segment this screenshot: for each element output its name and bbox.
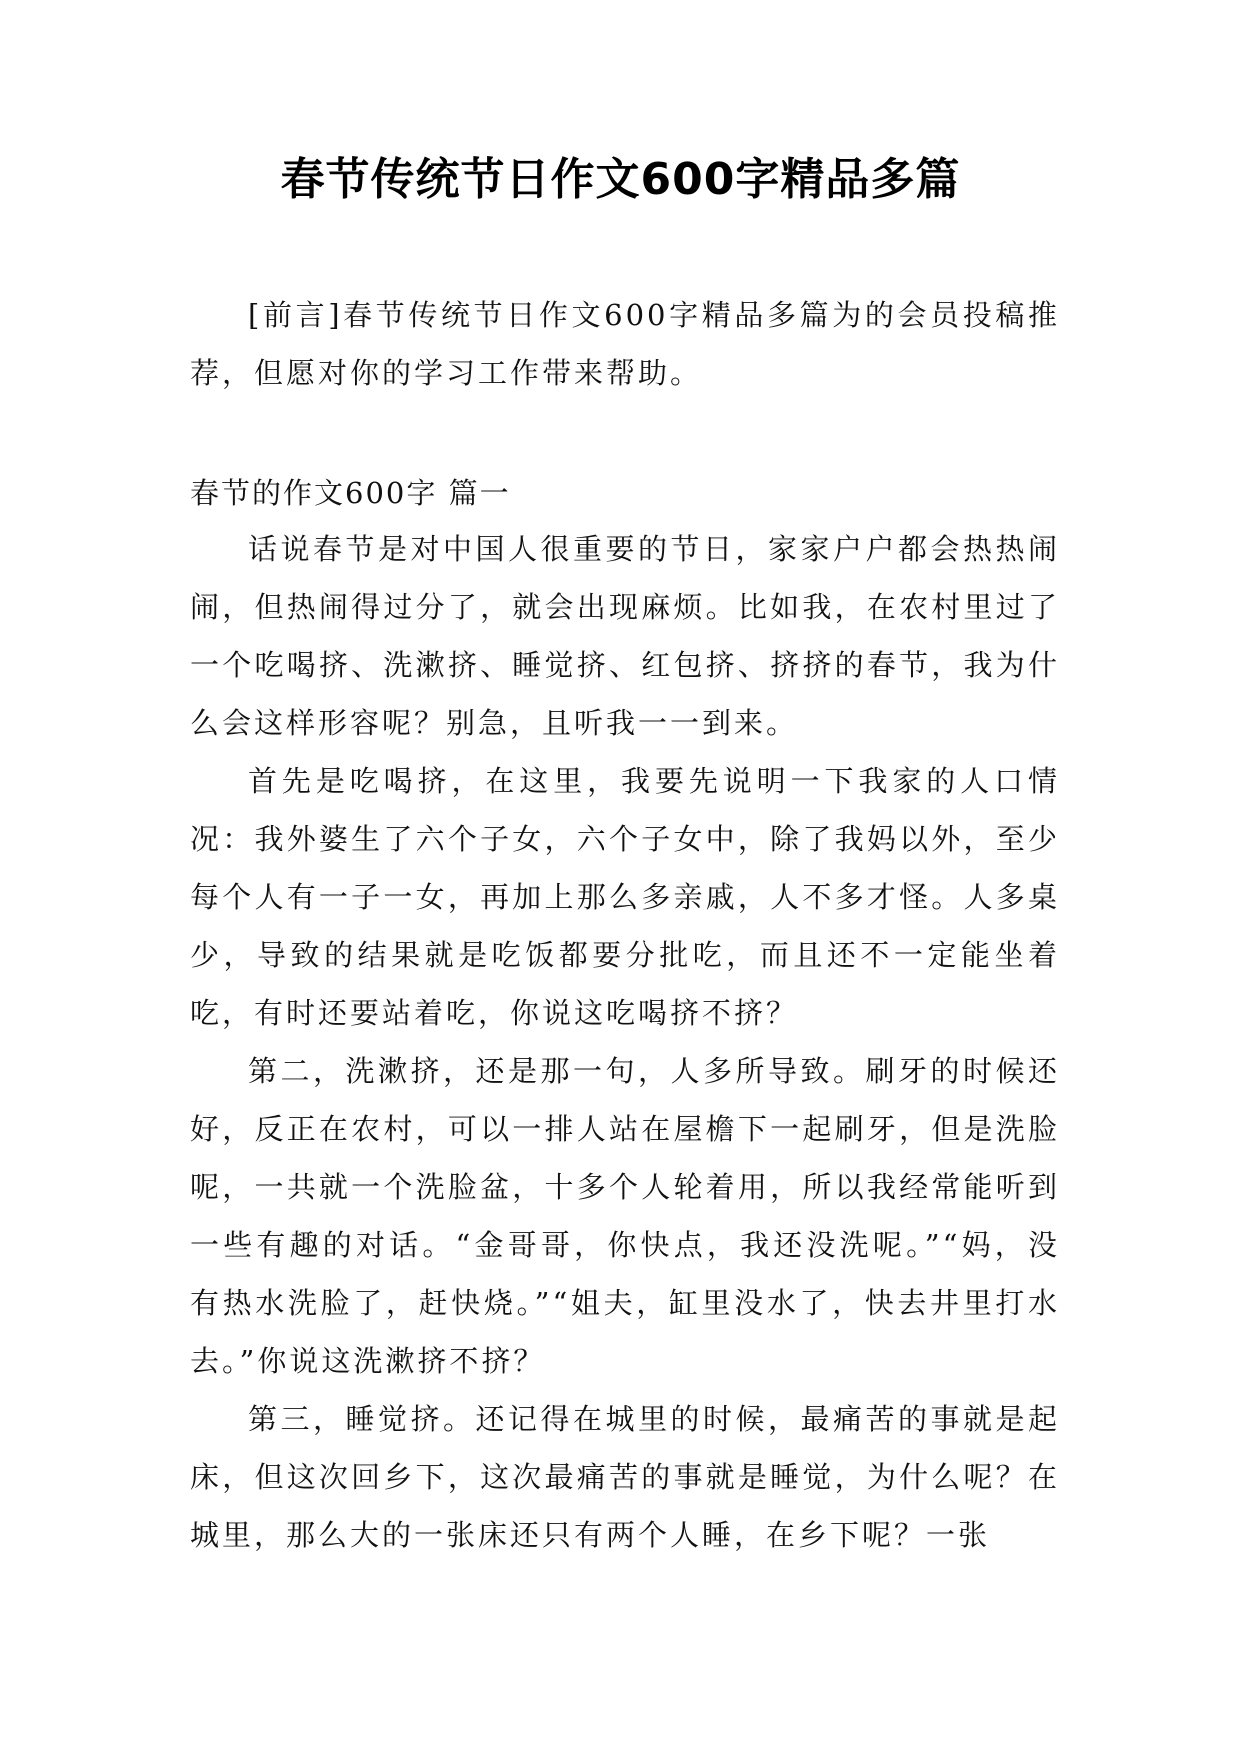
section-heading: 春节的作文600字 篇一 [190,476,511,510]
body-paragraph-3: 第二，洗漱挤，还是那一句，人多所导致。刷牙的时候还好，反正在农村，可以一排人站在屋檐下一起刷牙，但是洗脸呢，一共就一个洗脸盆，十多个人轮着用，所以我经常能听到一些有趣的对话。“金哥哥，你快点，我还没洗呢。”“妈，没有热水洗脸了，赶快烧。”“姐夫，缸里没水了，快去井里打水去。”你说这洗漱挤不挤？ [190,1054,1060,1378]
body-paragraph-1: 话说春节是对中国人很重要的节日，家家户户都会热热闹闹，但热闹得过分了，就会出现麻烦。比如我，在农村里过了一个吃喝挤、洗漱挤、睡觉挤、红包挤、挤挤的春节，我为什么会这样形容呢？别急，且听我一一到来。 [190,532,1060,740]
body-paragraph-4: 第三，睡觉挤。还记得在城里的时候，最痛苦的事就是起床，但这次回乡下，这次最痛苦的事就是睡觉，为什么呢？在城里，那么大的一张床还只有两个人睡，在乡下呢？一张 [190,1402,1060,1552]
document-title: 春节传统节日作文600字精品多篇 [280,154,961,205]
body-paragraph-2: 首先是吃喝挤，在这里，我要先说明一下我家的人口情况：我外婆生了六个子女，六个子女中，除了我妈以外，至少每个人有一子一女，再加上那么多亲戚，人不多才怪。人多桌少，导致的结果就是吃饭都要分批吃，而且还不一定能坐着吃，有时还要站着吃，你说这吃喝挤不挤？ [190,764,1060,1030]
preface-paragraph: [前言]春节传统节日作文600字精品多篇为的会员投稿推荐，但愿对你的学习工作带来帮助。 [190,298,1060,390]
